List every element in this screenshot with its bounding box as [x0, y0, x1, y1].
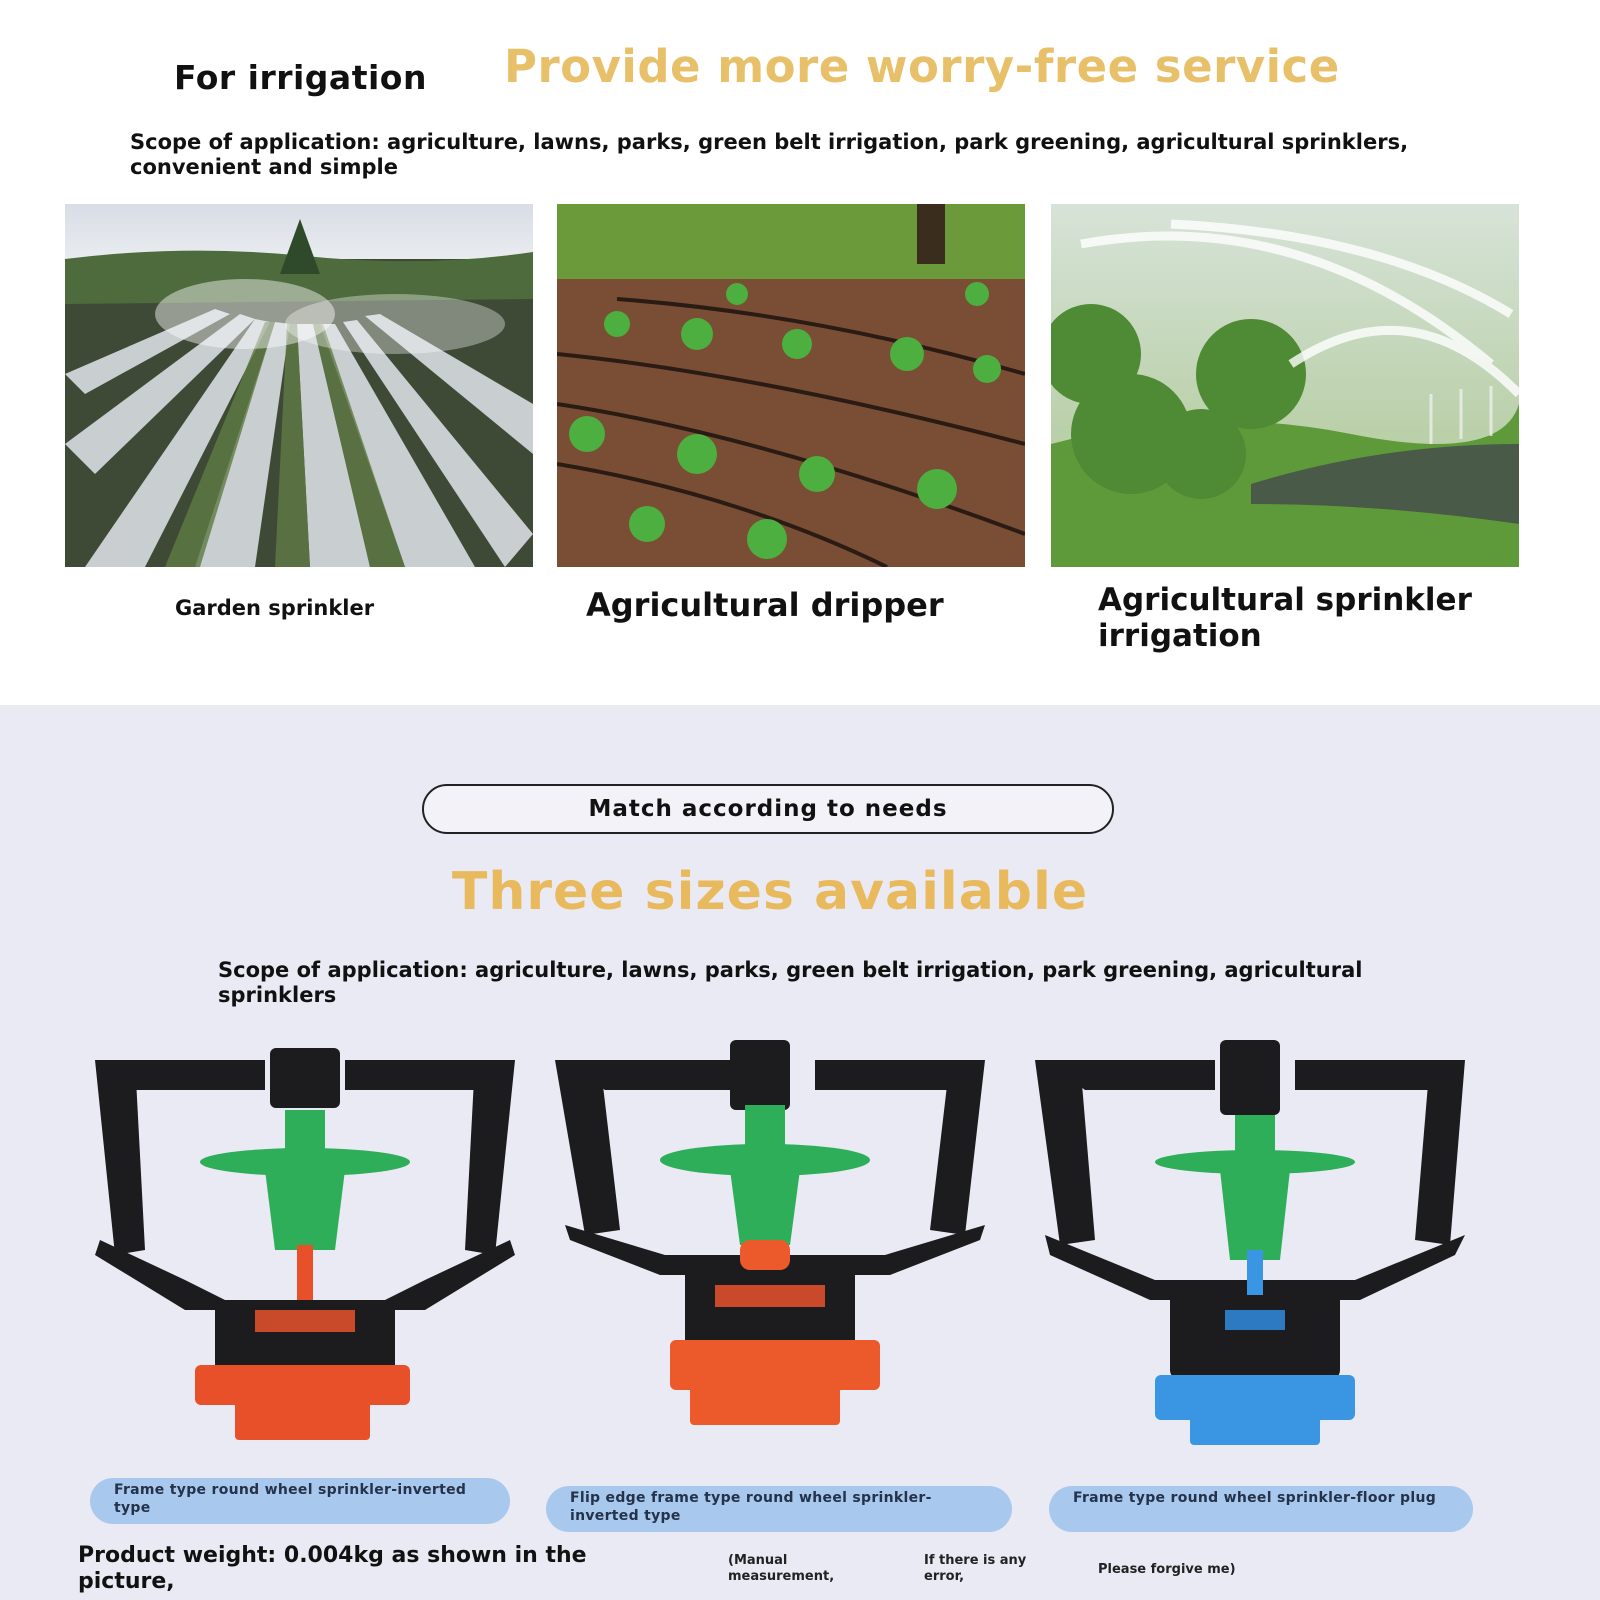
caption-garden-sprinkler: Garden sprinkler — [175, 596, 375, 620]
note-error: If there is any error, — [924, 1553, 1027, 1584]
product-label-inverted-type: Frame type round wheel sprinkler-inverted type — [90, 1478, 510, 1524]
caption-agricultural-sprinkler-irrigation: Agricultural sprinkler irrigation — [1098, 582, 1472, 654]
caption-agricultural-dripper: Agricultural dripper — [586, 586, 944, 624]
product-image-inverted-type — [75, 1040, 535, 1460]
three-sizes-heading: Three sizes available — [451, 862, 1089, 922]
note-forgive: Please forgive me) — [1098, 1562, 1236, 1577]
product-image-floor-plug — [1025, 1040, 1485, 1460]
agricultural-dripper-photo — [557, 204, 1025, 567]
product-image-flip-edge-inverted-type — [545, 1040, 1005, 1460]
scope-text-top: Scope of application: agriculture, lawns, parks, green belt irrigation, park greening, agricultural sprinklers, convenient and simple — [130, 130, 1409, 179]
product-label-floor-plug: Frame type round wheel sprinkler-floor plug — [1049, 1486, 1473, 1532]
for-irrigation-heading: For irrigation — [174, 58, 427, 97]
scope-text-bottom: Scope of application: agriculture, lawns, parks, green belt irrigation, park greening, agricultural sprinklers — [218, 958, 1363, 1007]
tagline-heading: Provide more worry-free service — [504, 40, 1340, 93]
match-needs-badge: Match according to needs — [422, 784, 1114, 834]
product-label-flip-edge-inverted-type: Flip edge frame type round wheel sprinkler-inverted type — [546, 1486, 1012, 1532]
garden-sprinkler-photo — [65, 204, 533, 567]
agricultural-sprinkler-irrigation-photo — [1051, 204, 1519, 567]
product-weight-text: Product weight: 0.004kg as shown in the picture, — [78, 1543, 587, 1594]
note-manual-measurement: (Manual measurement, — [728, 1553, 835, 1584]
